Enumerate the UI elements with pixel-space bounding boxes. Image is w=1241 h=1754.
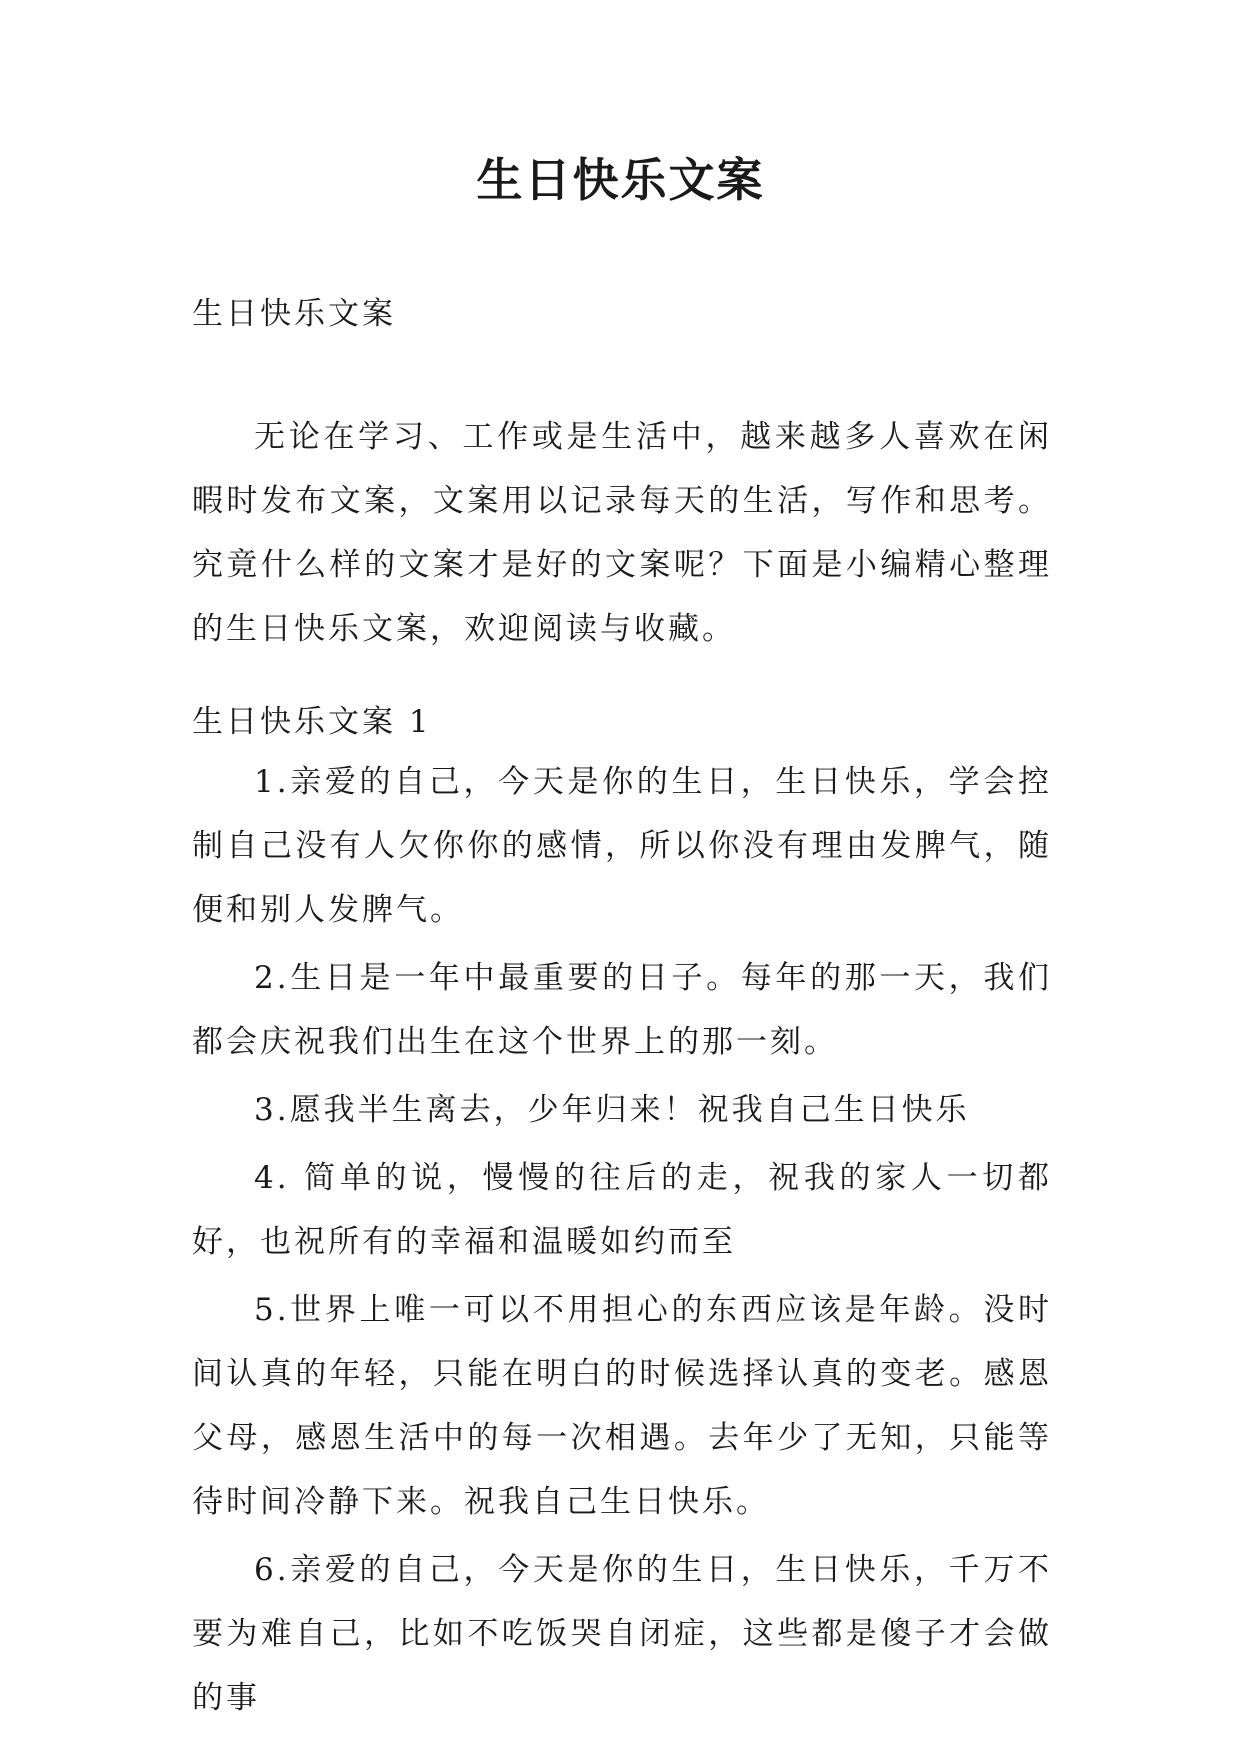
intro-paragraph (192, 405, 1052, 661)
list-item: 2.生日是一年中最重要的日子。每年的那一天，我们都会庆祝我们出生在这个世界上的那一刻。 (192, 960, 1052, 1060)
intro-text: 无论在学习、工作或是生活中，越来越多人喜欢在闲暇时发布文案，文案用以记录每天的生活，写作和思考。究竟什么样的文案才是好的文案呢？下面是小编精心整理的生日快乐文案，欢迎阅读与收藏。 (192, 419, 1052, 647)
list-item: 4. 简单的说，慢慢的往后的走，祝我的家人一切都好，也祝所有的幸福和温暖如约而至 (192, 1160, 1052, 1260)
list-item: 5.世界上唯一可以不用担心的东西应该是年龄。没时间认真的年轻，只能在明白的时候选择认真的变老。感恩父母，感恩生活中的每一次相遇。去年少了无知，只能等待时间冷静下来。祝我自己生日快乐。 (192, 1292, 1052, 1520)
list-item: 6.亲爱的自己，今天是你的生日，生日快乐，千万不要为难自己，比如不吃饭哭自闭症，这些都是傻子才会做的事 (192, 1552, 1052, 1716)
wish-list (192, 750, 1052, 1730)
section-heading-text: 生日快乐文案 1 (192, 704, 432, 740)
subtitle-text: 生日快乐文案 (192, 296, 396, 332)
document-subtitle (192, 282, 1052, 346)
document-title: 生日快乐文案 (476, 153, 765, 207)
list-item: 3.愿我半生离去，少年归来！祝我自己生日快乐 (254, 1092, 970, 1128)
list-item: 1.亲爱的自己，今天是你的生日，生日快乐，学会控制自己没有人欠你你的感情，所以你没有理由发脾气，随便和别人发脾气。 (192, 764, 1052, 928)
section-heading (192, 690, 1052, 754)
